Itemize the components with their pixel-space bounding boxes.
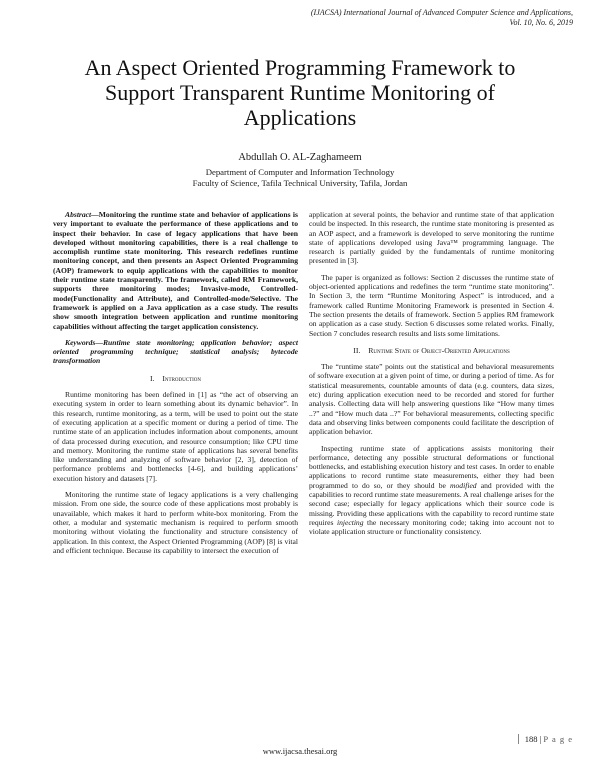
affiliation-line1: Department of Computer and Information Technology [205, 167, 395, 177]
page-label: P a g e [543, 734, 573, 744]
emphasis-modified: modified [450, 480, 477, 490]
section-heading-runtime-state [309, 346, 554, 355]
affiliation-line2: Faculty of Science, Tafila Technical University, Tafila, Jordan [192, 178, 408, 188]
paragraph-text: Inspecting runtime state of applications assists monitoring their performance, detecting any possible structural deformations or functional bottlenecks, and establishing execution history and test cases. In order to enable applications to record runtime state measurements, either they had been programmed to do so, or they should be [309, 443, 554, 490]
journal-header-line1: (IJACSA) International Journal of Advanced Computer Science and Applications, [310, 8, 573, 17]
section-title: Runtime State of Object-Oriented Applications [368, 345, 510, 355]
right-column [309, 210, 554, 544]
section-number: I. [149, 373, 155, 383]
abstract [53, 210, 298, 331]
paragraph: Monitoring the runtime state of legacy applications is a very challenging mission. From one side, the source code of these applications most probably is unavailable, which makes it hard to perform white-box monitoring. From the other, a modular and systematic mechanism is required to perform smooth monitoring without violating the functionality and structure consistency of application. In this context, the Aspect Oriented Programming (AOP) [8] is vital and efficient technique. Because its capability to intersect the execution of [53, 490, 298, 555]
journal-header-line2: Vol. 10, No. 6, 2019 [509, 17, 573, 27]
journal-header [213, 8, 573, 27]
paragraph: Runtime monitoring has been defined in [1] as “the act of observing an executing system in order to learn something about its dynamic behavior”. In this research, runtime monitoring, as a term, will be used to point out the state of executing application at a specific moment or during a period of time. The runtime state of an application includes information about components, amount of data processed during execution, and resource consumption; like CPU time and memory. Monitoring the runtime state of applications has several benefits like understanding and analyzing of software behavior [2, 3], detection of performance problems and bottlenecks [4-6], and building applications’ execution history and datasets [7]. [53, 390, 298, 483]
abstract-lead: Abstract [65, 210, 92, 219]
paragraph [309, 444, 554, 537]
paper-title [40, 55, 560, 130]
page-number [518, 734, 573, 744]
paragraph: The “runtime state” points out the statistical and behavioral measurements of software execution at a given point of time, or during a period of time. As for statistical measurements, countable amounts of data (e.g. counters, data sizes, etc) during application execution need to be recorded and stored for further analysis. Collecting data will help answering questions like “How many times ..?” and “How much data ..?” For behavioral measurements, collecting specific data and observing links between components could facilitate the description of application behavior. [309, 362, 554, 437]
journal-url[interactable]: www.ijacsa.thesai.org [262, 746, 338, 756]
left-column [53, 210, 298, 562]
keywords-text: —Runtime state monitoring; application behavior; aspect oriented programming technique; statistical analysis; bytecode transformation [53, 337, 298, 366]
author-name: Abdullah O. AL-Zaghameem [238, 152, 362, 163]
title-line1: An Aspect Oriented Programming Framework to [84, 55, 516, 80]
paragraph-text: the necessary monitoring code; taking into account not to violate application structure or functionality consistency. [309, 517, 554, 537]
author-affiliation [0, 167, 600, 189]
paragraph: The paper is organized as follows: Section 2 discusses the runtime state of object-oriented applications and redefines the term “runtime state monitoring”. In Section 3, the term “Runtime Monitoring Aspect” is introduced, and a framework called Runtime Monitoring Framework is presented in Section 4. The section presents the details of framework. Section 5 applies RM framework on application as a case study. Section 6 discusses some related works. Finally, Section 7 concludes research results and lists some limitations. [309, 272, 554, 338]
title-line2: Support Transparent Runtime Monitoring of [105, 80, 495, 105]
section-title: Introduction [162, 373, 202, 383]
keywords [53, 338, 298, 366]
paragraph-text: and provided with the capabilities to record runtime state measurements. A real challenge arises for the second case; especially for legacy applications which their source code is missing. Providing these applications with the capability to record runtime state requires [309, 480, 554, 527]
title-line3: Applications [243, 105, 357, 130]
section-heading-introduction [53, 374, 298, 383]
paragraph: application at several points, the behavior and runtime state of that application could be inspected. In this research, the runtime state monitoring is presented as an AOP aspect, and a framework is developed to serve monitoring the runtime state of applications developed using Java™ programming language. The research is partially guided by the fundamentals of runtime monitoring presented in [3]. [309, 210, 554, 266]
abstract-text: —Monitoring the runtime state and behavior of applications is very important to evaluate the performance of these applications and to inspect their behavior. In case of legacy applications that have been developed without monitoring capabilities, there is a real challenge to accomplish runtime state monitoring. This research redefines runtime monitoring concept, and then presents an Aspect Oriented Programming (AOP) framework to equip applications with the capabilities to monitor their runtime state transparently. The framework, called RM Framework, supports three monitoring modes; Invasive-mode, Controlled-mode(Functionality and Attribute), and Controlled-mode/Selective. The framework is applied on a Java application as a case study. The results show smooth integration between application and runtime monitoring capabilities without affecting the target application consistency. [53, 210, 298, 331]
page-number-value: 188 [524, 734, 538, 744]
keywords-lead: Keywords [65, 337, 96, 347]
emphasis-injecting: injecting [336, 517, 364, 527]
page-separator: | [539, 734, 542, 744]
section-number: II. [353, 345, 361, 355]
